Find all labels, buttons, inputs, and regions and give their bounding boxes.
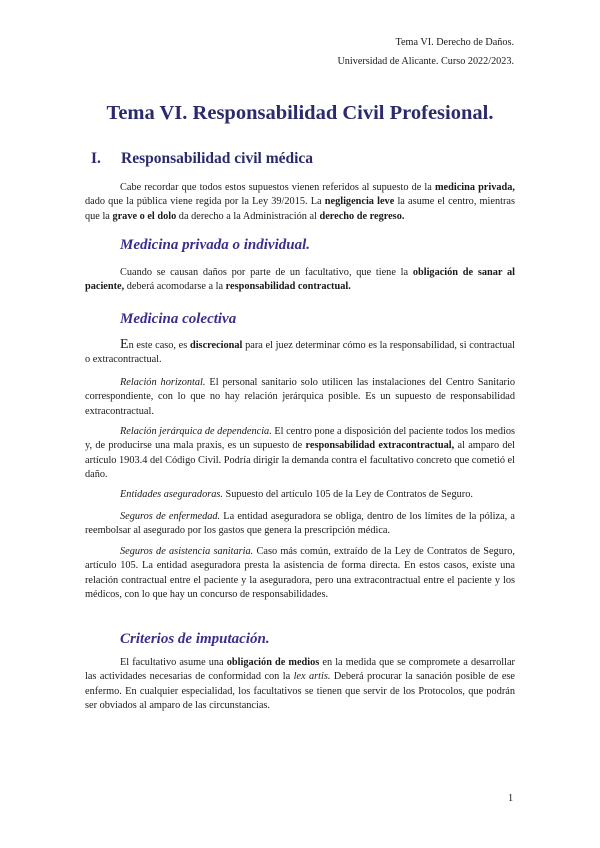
paragraph-discrecional: En este caso, es discrecional para el juez determinar cómo es la responsabilidad, si contractual o extracontractual. xyxy=(85,337,515,366)
paragraph-relacion-horizontal: Relación horizontal. El personal sanitario solo utilicen las instalaciones del Centro Sanitario correspondiente, con lo que no hay relación jerárquica posible. Es un supuesto de responsabilidad extracontractual. xyxy=(85,377,515,417)
section-heading xyxy=(91,150,313,168)
subheading-criterios-imputacion: Criterios de imputación. xyxy=(120,631,270,647)
page-number: 1 xyxy=(508,793,514,804)
section-number: I. xyxy=(91,150,101,167)
running-header-topic: Tema VI. Derecho de Daños. xyxy=(395,37,514,48)
paragraph-seguros-enfermedad: Seguros de enfermedad. La entidad aseguradora se obliga, dentro de los límites de la póliza, a reembolsar al asegurado por los gastos que genera la prescripción médica. xyxy=(85,511,515,537)
paragraph-entidades-aseguradoras: Entidades aseguradoras. Supuesto del artículo 105 de la Ley de Contratos de Seguro. xyxy=(120,489,473,500)
paragraph-medicina-privada: Cuando se causan daños por parte de un facultativo, que tiene la obligación de sanar al paciente, deberá acomodarse a la responsabilidad contractual. xyxy=(85,267,515,293)
subheading-medicina-colectiva: Medicina colectiva xyxy=(120,311,237,327)
subheading-medicina-privada: Medicina privada o individual. xyxy=(120,237,311,253)
paragraph-seguros-asistencia: Seguros de asistencia sanitaria. Caso más común, extraído de la Ley de Contratos de Seguro, artículo 105. La entidad aseguradora presta la asistencia de forma directa. En estos casos, existe una relación contractual entre el paciente y la aseguradora, pero una extracontractual entre el paciente y los médicos, con lo que hay un concurso de responsabilidades. xyxy=(85,546,516,601)
paragraph-criterios-imputacion: El facultativo asume una obligación de medios en la medida que se compromete a desarrollar las actividades necesarias de conformidad con la lex artis. Deberá procurar la sanación posible de ese enfermo. En cualquier especialidad, los facultativos se tienen que servir de los Protocolos, que podrán ser obviados al amparo de las circunstancias. xyxy=(85,657,515,712)
paragraph-relacion-jerarquica: Relación jerárquica de dependencia. El centro pone a disposición del paciente todos los medios y, de producirse una mala praxis, es un supuesto de responsabilidad extracontractual, al amparo del artículo 1903.4 del Código Civil. Podría dirigir la demanda contra el facultativo concreto que cometió el daño. xyxy=(85,426,515,481)
page-title: Tema VI. Responsabilidad Civil Profesional. xyxy=(106,102,494,124)
running-header-course: Universidad de Alicante. Curso 2022/2023. xyxy=(337,56,514,67)
section-title: Responsabilidad civil médica xyxy=(121,150,314,167)
intro-paragraph: Cabe recordar que todos estos supuestos vienen referidos al supuesto de la medicina privada, dado que la pública viene regida por la Ley 39/2015. La negligencia leve la asume el centro, mientras que la grave o el dolo da derecho a la Administración al derecho de regreso. xyxy=(85,182,516,222)
